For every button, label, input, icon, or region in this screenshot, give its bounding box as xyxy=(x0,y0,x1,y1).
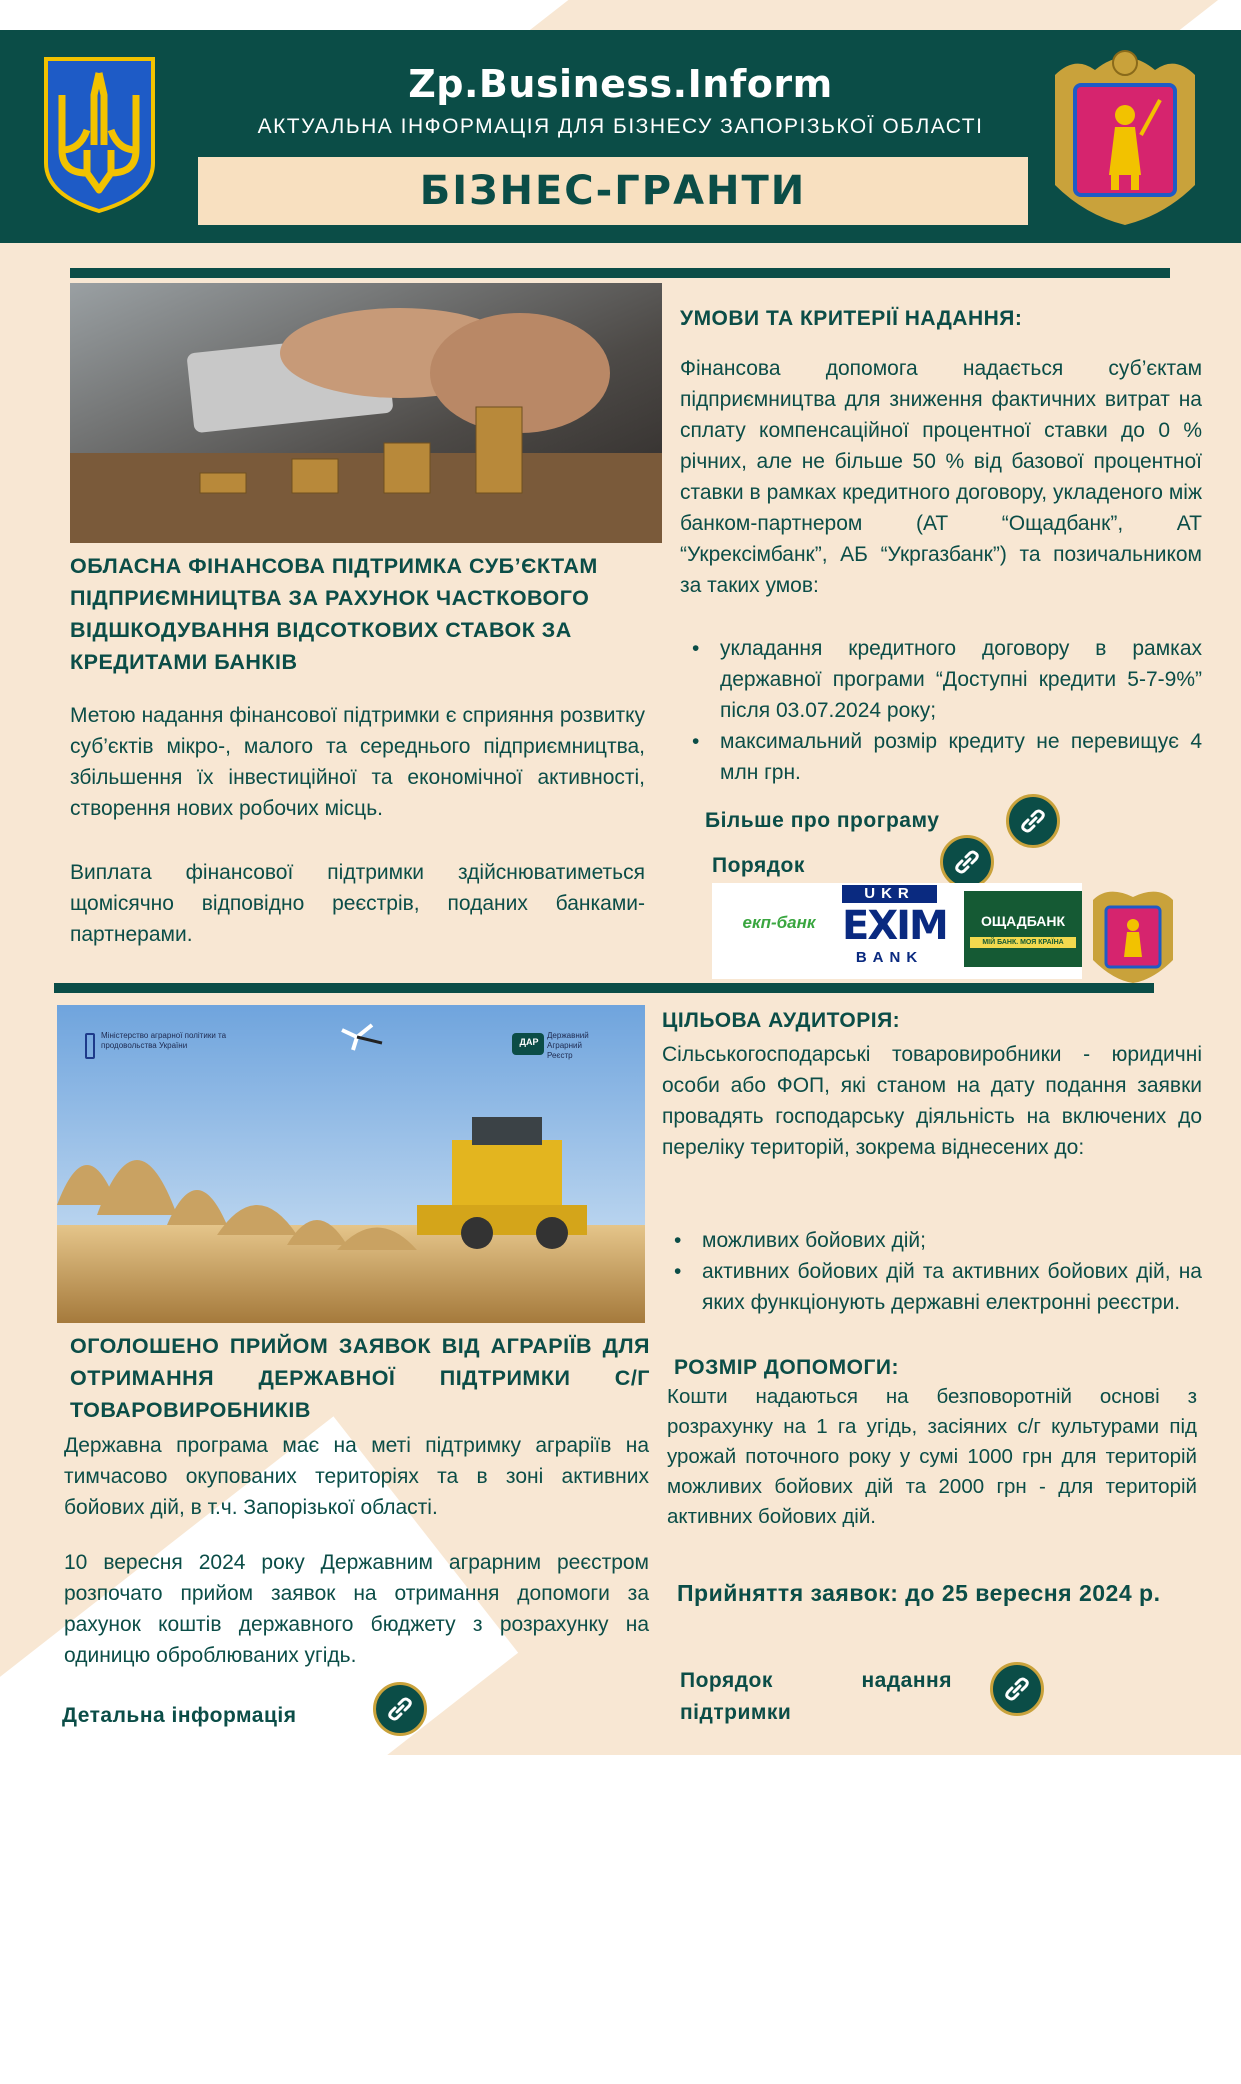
procedure-link[interactable]: Порядок надання підтримки xyxy=(680,1669,952,1724)
list-item: • можливих бойових дій; xyxy=(662,1225,1202,1256)
audience-heading: ЦІЛЬОВА АУДИТОРІЯ: xyxy=(662,1009,901,1032)
list-item: • максимальний розмір кредиту не перевищує 4 млн грн. xyxy=(680,726,1202,788)
link-icon[interactable] xyxy=(990,1662,1044,1716)
partner-banks-logos xyxy=(712,883,1082,979)
newsletter-subtitle: АКТУАЛЬНА ІНФОРМАЦІЯ ДЛЯ БІЗНЕСУ ЗАПОРІЗЬКОЇ ОБЛАСТІ xyxy=(257,115,984,138)
audience-text: Сільськогосподарські товаровиробники - юридичні особи або ФОП, які станом на дату подання заявки провадять господарську діяльність на включених до переліку територій, зокрема віднесених до: xyxy=(662,1043,1202,1159)
section1-para1: Метою надання фінансової підтримки є сприяння розвитку суб’єктів мікро-, малого та середнього підприємництва, збільшення їх інвестиційної та економічної активності, створення нових робочих місць. xyxy=(70,704,645,820)
ukrgazbank-logo: екп-банк xyxy=(742,913,816,932)
conditions-text: Фінансова допомога надається суб’єктам підприємництва для зниження фактичних витрат на сплату компенсаційної процентної ставки до 0 % річних, але не більше 50 % від базової процентної ставки в рамках кредитного договору, укладеного між банком-партнером (АТ “Ощадбанк”, АТ “Укрексімбанк”, АБ “Укргазбанк”) та позичальником за таких умов: xyxy=(680,357,1202,597)
amount-heading: РОЗМІР ДОПОМОГИ: xyxy=(674,1356,899,1379)
section1-para2: Виплата фінансової підтримки здійснюватиметься щомісячно відповідно реєстрів, поданих банками-партнерами. xyxy=(70,861,645,946)
ministry-label: Міністерство аграрної політики та продовольства України xyxy=(101,1031,227,1050)
order-link[interactable]: Порядок xyxy=(712,854,805,877)
link-icon[interactable] xyxy=(373,1682,427,1736)
section2-para2: 10 вересня 2024 року Державним аграрним реєстром розпочато прийом заявок на отримання допомоги за рахунок коштів державного бюджету з розрахунку на одиницю оброблюваних угідь. xyxy=(64,1551,649,1667)
conditions-heading: УМОВИ ТА КРИТЕРІЇ НАДАННЯ: xyxy=(680,307,1023,330)
section-divider xyxy=(54,983,1154,993)
section2-para1: Державна програма має на меті підтримку аграріїв на тимчасово окупованих територіях та в зоні активних бойових дій, в т.ч. Запорізької області. xyxy=(64,1434,649,1519)
harvest-photo xyxy=(57,1005,645,1323)
oschadbank-logo: ОЩАДБАНК МІЙ БАНК. МОЯ КРАЇНА xyxy=(964,891,1082,967)
banner-title: БІЗНЕС-ГРАНТИ xyxy=(198,157,1028,225)
audience-list xyxy=(662,1225,1202,1318)
conditions-list xyxy=(680,633,1202,788)
dar-label: Державний Аграрний Реєстр xyxy=(547,1031,589,1060)
link-icon[interactable] xyxy=(1006,794,1060,848)
section2-title: ОГОЛОШЕНО ПРИЙОМ ЗАЯВОК ВІД АГРАРІЇВ ДЛЯ ОТРИМАННЯ ДЕРЖАВНОЇ ПІДТРИМКИ С/Г ТОВАРОВИРОБНИКІВ xyxy=(70,1334,650,1422)
list-item: • укладання кредитного договору в рамках державної програми “Доступні кредити 5-7-9%” після 03.07.2024 року; xyxy=(680,633,1202,726)
coins-photo xyxy=(70,283,662,543)
dar-badge: ДАР xyxy=(519,1037,539,1047)
deadline-text: Прийняття заявок: до 25 вересня 2024 р. xyxy=(677,1580,1161,1606)
details-link[interactable]: Детальна інформація xyxy=(62,1704,297,1727)
ukreximbank-logo: UKR EXIM BANK xyxy=(842,885,947,966)
amount-text: Кошти надаються на безповоротній основі з розрахунку на 1 га угідь, засіяних с/г культурами під урожай поточного року у сумі 1000 грн для територій можливих бойових дій та 2000 грн - для територій активних бойових дій. xyxy=(667,1385,1197,1528)
trident-icon xyxy=(85,1033,95,1059)
more-about-program-link[interactable]: Більше про програму xyxy=(705,809,940,832)
link-icon[interactable] xyxy=(940,835,994,889)
newsletter-title: Zp.Business.Inform xyxy=(408,62,833,106)
zaporizhzhia-coat-of-arms-icon xyxy=(1088,885,1178,985)
zaporizhzhia-coat-of-arms-icon xyxy=(1045,45,1205,230)
list-item: • активних бойових дій та активних бойових дій, на яких функціонують державні електронні реєстри. xyxy=(662,1256,1202,1318)
section-divider xyxy=(70,268,1170,278)
section1-title: ОБЛАСНА ФІНАНСОВА ПІДТРИМКА СУБ’ЄКТАМ ПІДПРИЄМНИЦТВА ЗА РАХУНОК ЧАСТКОВОГО ВІДШКОДУВАННЯ ВІДСОТКОВИХ СТАВОК ЗА КРЕДИТАМИ БАНКІВ xyxy=(70,554,598,674)
